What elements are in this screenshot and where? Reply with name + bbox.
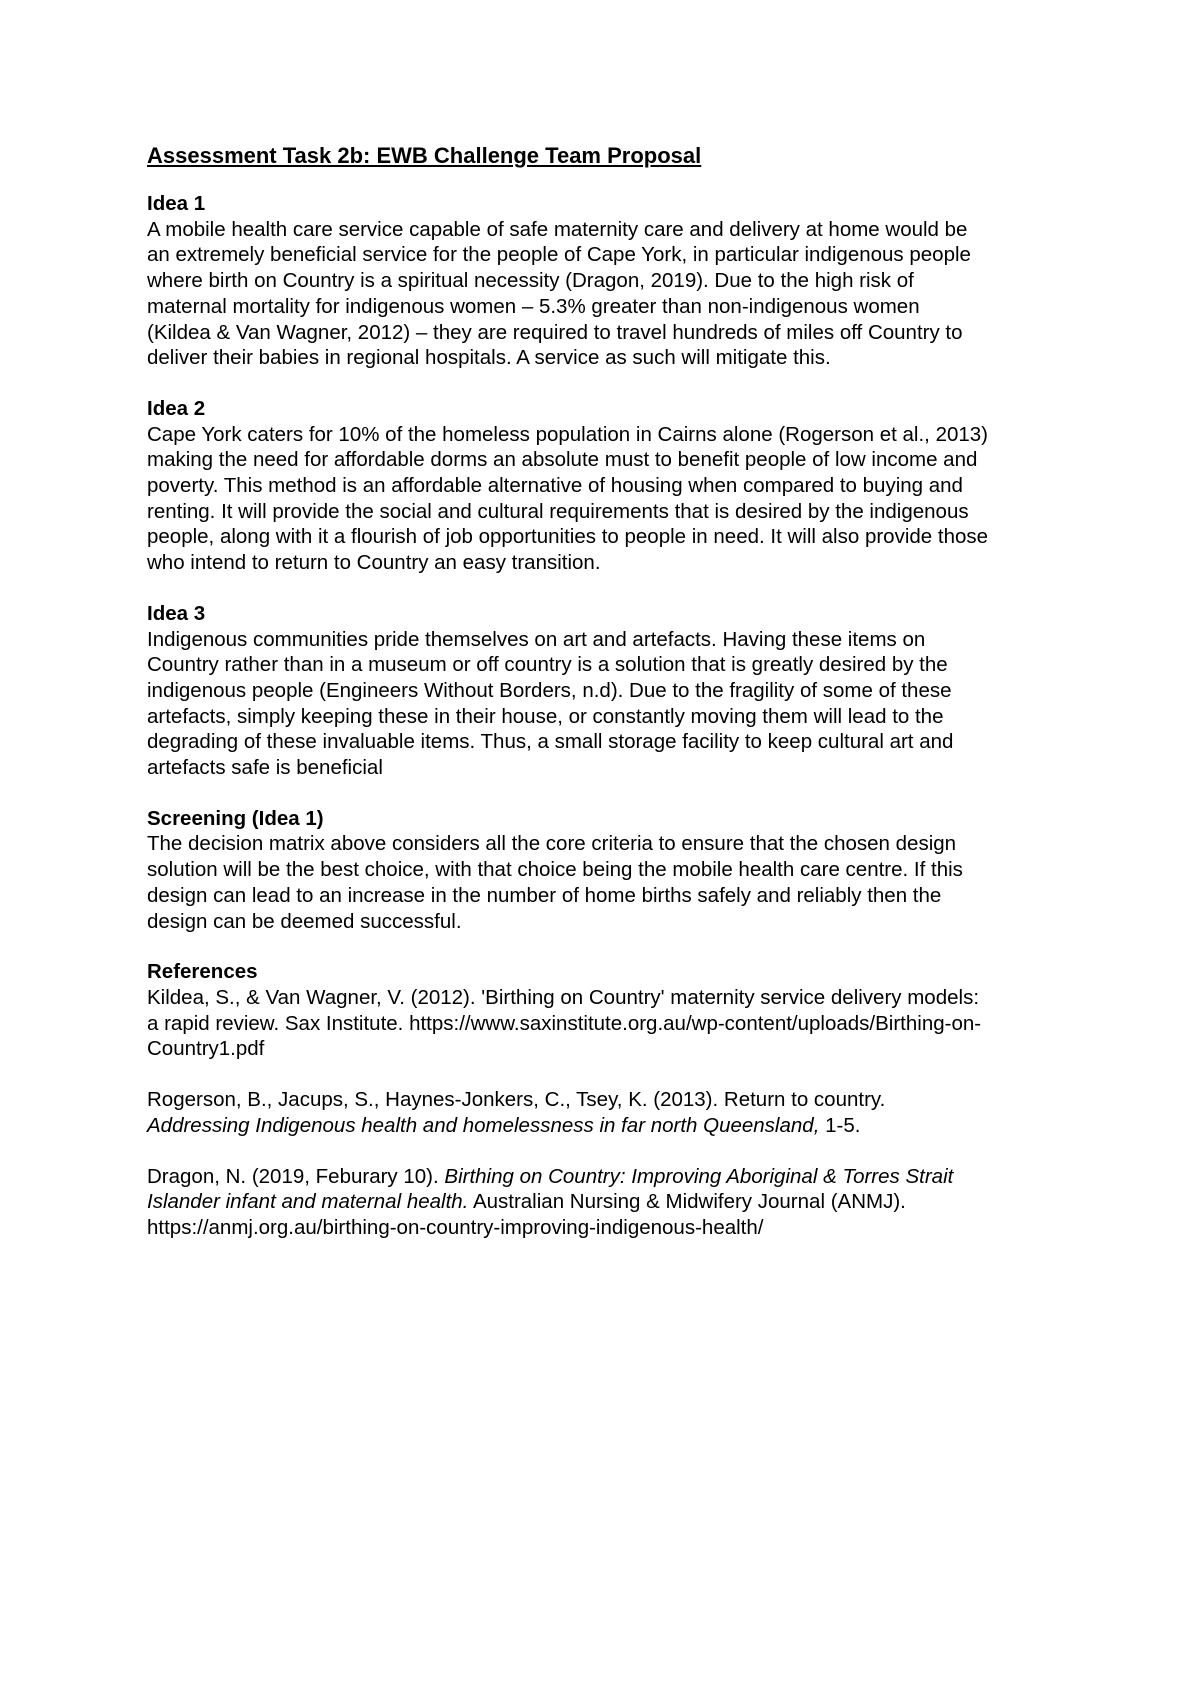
section-body-screening — [147, 831, 1097, 934]
document-title: Assessment Task 2b: EWB Challenge Team Proposal — [147, 143, 702, 168]
reference-pages: 1-5. — [819, 1113, 861, 1137]
text-line: Cape York caters for 10% of the homeless population in Cairns alone (Rogerson et al., 2013) — [147, 422, 989, 446]
text-line: Indigenous communities pride themselves on art and artefacts. Having these items on — [147, 627, 926, 651]
references-heading: References — [147, 960, 258, 984]
text-line: design can lead to an increase in the number of home births safely and reliably then the — [147, 883, 942, 907]
text-line: Country rather than in a museum or off country is a solution that is greatly desired by the — [147, 653, 948, 677]
reference-url: https://anmj.org.au/birthing-on-country-improving-indigenous-health/ — [147, 1215, 764, 1239]
text-line: who intend to return to Country an easy transition. — [147, 551, 601, 575]
reference-line — [147, 1189, 1097, 1215]
section-body-idea-2 — [147, 422, 1097, 576]
text-line: artefacts safe is beneficial — [147, 756, 383, 780]
section-body-idea-1 — [147, 217, 1097, 371]
document-page — [147, 142, 1097, 1266]
reference-line: Country1.pdf — [147, 1037, 265, 1061]
text-line: people, along with it a flourish of job opportunities to people in need. It will also provide those — [147, 525, 989, 549]
reference-article-title: Birthing on Country: Improving Aboriginal & Torres Strait — [444, 1164, 954, 1188]
text-line: deliver their babies in regional hospitals. A service as such will mitigate this. — [147, 346, 831, 370]
text-line: where birth on Country is a spiritual necessity (Dragon, 2019). Due to the high risk of — [147, 269, 914, 293]
reference-line: Rogerson, B., Jacups, S., Haynes-Jonkers, C., Tsey, K. (2013). Return to country. — [147, 1088, 886, 1112]
reference-line: Kildea, S., & Van Wagner, V. (2012). 'Birthing on Country' maternity service delivery models: — [147, 985, 980, 1009]
section-heading-screening: Screening (Idea 1) — [147, 806, 324, 830]
section-heading-idea-1: Idea 1 — [147, 192, 206, 215]
section-body-idea-3 — [147, 627, 1097, 781]
text-line: indigenous people (Engineers Without Borders, n.d). Due to the fragility of some of these — [147, 678, 952, 702]
text-line: poverty. This method is an affordable alternative of housing when compared to buying and — [147, 474, 963, 498]
text-line: design can be deemed successful. — [147, 909, 462, 933]
reference-journal: Australian Nursing & Midwifery Journal (ANMJ). — [468, 1190, 906, 1214]
text-line: maternal mortality for indigenous women – 5.3% greater than non-indigenous women — [147, 294, 920, 318]
text-line: artefacts, simply keeping these in their house, or constantly moving them will lead to the — [147, 704, 944, 728]
reference-article-title-cont: Islander infant and maternal health. — [147, 1190, 469, 1214]
text-line: making the need for affordable dorms an absolute must to benefit people of low income and — [147, 448, 978, 472]
reference-dragon — [147, 1164, 1097, 1241]
text-line: solution will be the best choice, with that choice being the mobile health care centre. If this — [147, 858, 963, 882]
reference-line: a rapid review. Sax Institute. https://www.saxinstitute.org.au/wp-content/uploads/Birthing-on- — [147, 1011, 982, 1035]
text-line: A mobile health care service capable of safe maternity care and delivery at home would be — [147, 217, 968, 241]
section-heading-idea-3: Idea 3 — [147, 601, 206, 625]
reference-kildea — [147, 985, 1097, 1062]
reference-journal-title: Addressing Indigenous health and homelessness in far north Queensland, — [147, 1113, 820, 1137]
reference-line — [147, 1164, 1097, 1190]
reference-author-date: Dragon, N. (2019, Feburary 10). — [147, 1164, 445, 1188]
text-line: (Kildea & Van Wagner, 2012) – they are required to travel hundreds of miles off Country to — [147, 320, 963, 344]
text-line: degrading of these invaluable items. Thus, a small storage facility to keep cultural art and — [147, 730, 954, 754]
text-line: renting. It will provide the social and cultural requirements that is desired by the indigenous — [147, 499, 969, 523]
text-line: The decision matrix above considers all the core criteria to ensure that the chosen design — [147, 832, 957, 856]
section-heading-idea-2: Idea 2 — [147, 396, 206, 420]
text-line: an extremely beneficial service for the people of Cape York, in particular indigenous people — [147, 243, 971, 267]
reference-rogerson — [147, 1087, 1097, 1138]
reference-line — [147, 1113, 1097, 1139]
